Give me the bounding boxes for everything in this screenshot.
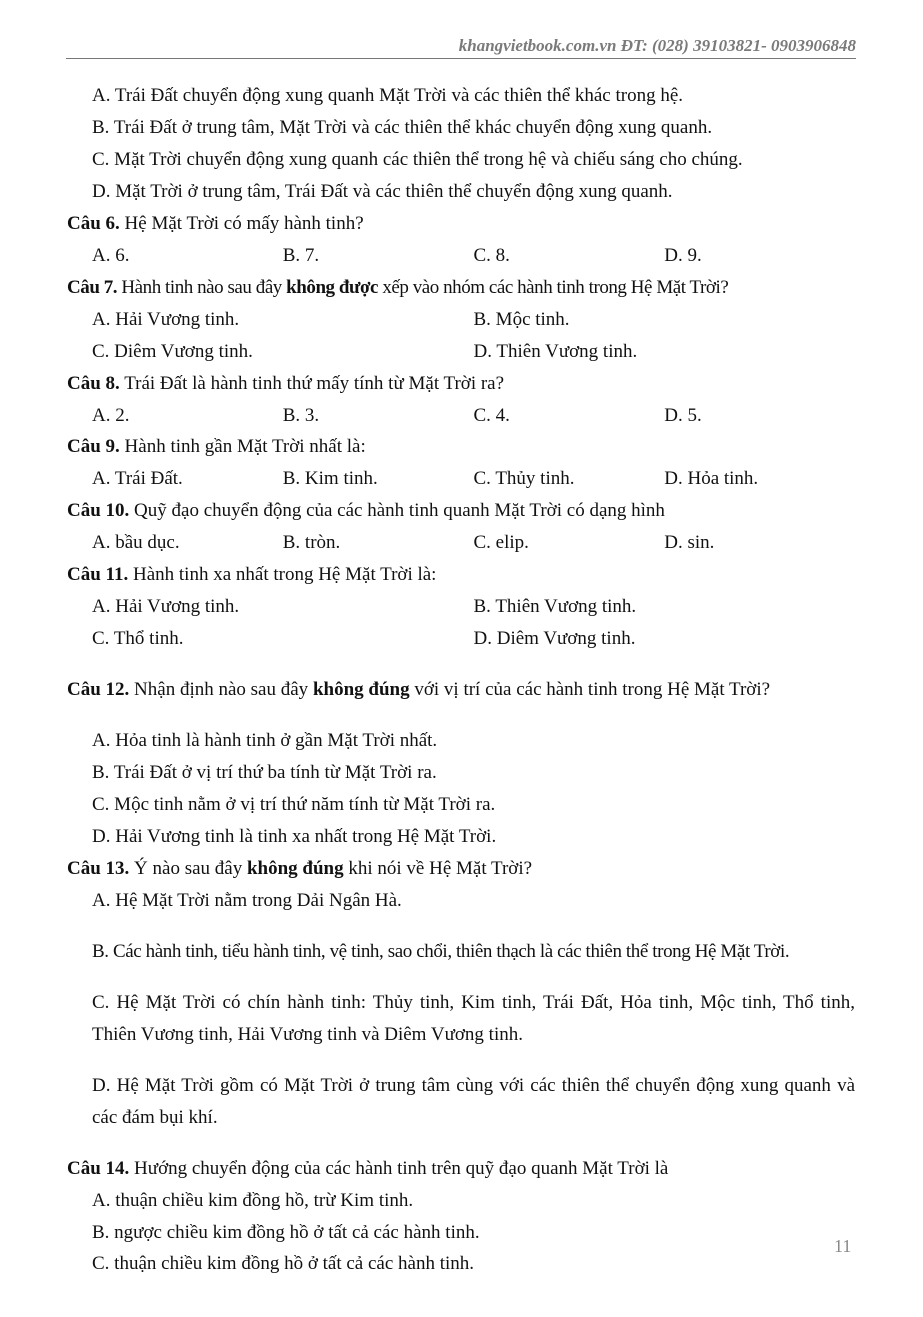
option: B. Trái Đất ở trung tâm, Mặt Trời và các thiên thể khác chuyển động xung quanh.	[92, 116, 713, 138]
options-row	[67, 463, 855, 495]
question-text: khi nói về Hệ Mặt Trời?	[343, 857, 533, 879]
question-label: Câu 8.	[67, 372, 120, 394]
page-number: 11	[834, 1236, 852, 1256]
question-8	[67, 368, 855, 400]
options-row	[67, 336, 855, 368]
question-label: Câu 10.	[67, 500, 130, 522]
question-label: Câu 12.	[67, 679, 130, 701]
option: C. Thổ tinh.	[92, 628, 184, 650]
option: A. Hệ Mặt Trời nằm trong Dải Ngân Hà.	[92, 889, 402, 911]
option: C. 8.	[473, 244, 510, 266]
question-text: Nhận định nào sau đây	[129, 679, 313, 701]
question-9	[67, 431, 855, 463]
option: D. Hỏa tinh.	[664, 468, 759, 490]
question-label: Câu 9.	[67, 436, 120, 458]
option: A. Hải Vương tinh.	[92, 596, 240, 618]
option: A. Trái Đất.	[92, 468, 183, 490]
question-7	[67, 272, 855, 304]
option: D. Hệ Mặt Trời gồm có Mặt Trời ở trung tâm cùng với các thiên thể chuyển động xung quanh và các đám bụi khí.	[92, 1074, 855, 1128]
question-text: Hành tinh xa nhất trong Hệ Mặt Trời là:	[128, 564, 437, 586]
question-text: Hành tinh nào sau đây	[117, 276, 287, 298]
question-emphasis: không đúng	[312, 679, 410, 701]
options-row	[67, 591, 855, 623]
options-row	[67, 304, 855, 336]
question-text: Quỹ đạo chuyển động của các hành tinh quanh Mặt Trời có dạng hình	[129, 500, 665, 522]
question-13	[67, 853, 855, 885]
question-text: Hướng chuyển động của các hành tinh trên quỹ đạo quanh Mặt Trời là	[129, 1157, 669, 1179]
option: B. Kim tinh.	[282, 468, 378, 490]
option: D. Mặt Trời ở trung tâm, Trái Đất và các thiên thể chuyển động xung quanh.	[92, 180, 673, 202]
question-label: Câu 11.	[67, 564, 129, 586]
question-emphasis: không được	[286, 276, 379, 298]
options-row	[67, 623, 855, 655]
question-text: xếp vào nhóm các hành tinh trong Hệ Mặt Trời?	[378, 276, 729, 298]
option: C. Diêm Vương tinh.	[92, 340, 253, 362]
page-header: khangvietbook.com.vn ĐT: (028) 39103821- 0903906848	[66, 36, 856, 59]
option: B. ngược chiều kim đồng hồ ở tất cả các hành tinh.	[92, 1221, 480, 1243]
question-10	[67, 495, 855, 527]
question-text: Hành tinh gần Mặt Trời nhất là:	[119, 436, 366, 458]
question-text: Hệ Mặt Trời có mấy hành tinh?	[119, 212, 364, 234]
question-content	[67, 80, 855, 1280]
option: C. thuận chiều kim đồng hồ ở tất cả các hành tinh.	[92, 1253, 475, 1275]
option: C. Mộc tinh nằm ở vị trí thứ năm tính từ Mặt Trời ra.	[92, 794, 496, 816]
option: C. Mặt Trời chuyển động xung quanh các thiên thể trong hệ và chiếu sáng cho chúng.	[92, 148, 743, 170]
question-label: Câu 13.	[67, 857, 130, 879]
option: C. Thủy tinh.	[473, 468, 575, 490]
option: D. Thiên Vương tinh.	[473, 340, 638, 362]
option: C. 4.	[473, 404, 510, 426]
option: A. Hải Vương tinh.	[92, 308, 240, 330]
question-label: Câu 14.	[67, 1157, 130, 1179]
option: A. Hỏa tinh là hành tinh ở gần Mặt Trời nhất.	[92, 730, 438, 752]
question-emphasis: không đúng	[246, 857, 344, 879]
option: B. Thiên Vương tinh.	[473, 596, 637, 618]
option: A. 6.	[92, 244, 130, 266]
question-14	[67, 1153, 855, 1185]
option: A. bầu dục.	[92, 532, 180, 554]
options-row	[67, 400, 855, 432]
question-6	[67, 208, 855, 240]
option: A. thuận chiều kim đồng hồ, trừ Kim tinh.	[92, 1189, 414, 1211]
option: B. Trái Đất ở vị trí thứ ba tính từ Mặt Trời ra.	[92, 762, 437, 784]
option: C. Hệ Mặt Trời có chín hành tinh: Thủy tinh, Kim tinh, Trái Đất, Hỏa tinh, Mộc tinh, Thổ tinh, Thiên Vương tinh, Hải Vương tinh và Diêm Vương tinh.	[92, 991, 855, 1045]
option: B. Mộc tinh.	[473, 308, 570, 330]
option: D. 5.	[664, 404, 702, 426]
option: C. elip.	[473, 532, 529, 554]
option: B. tròn.	[282, 532, 341, 554]
option: A. Trái Đất chuyển động xung quanh Mặt Trời và các thiên thể khác trong hệ.	[92, 85, 684, 106]
question-12	[67, 674, 855, 706]
question-text: Ý nào sau đây	[129, 857, 247, 879]
option: A. 2.	[92, 404, 130, 426]
question-text: với vị trí của các hành tinh trong Hệ Mặt Trời?	[409, 679, 771, 701]
option: D. 9.	[664, 244, 702, 266]
options-row	[67, 527, 855, 559]
option: D. sin.	[664, 532, 715, 554]
question-label: Câu 6.	[67, 212, 120, 234]
options-row	[67, 240, 855, 272]
question-11	[67, 559, 855, 591]
option: B. Các hành tinh, tiểu hành tinh, vệ tinh, sao chổi, thiên thạch là các thiên thể trong Hệ Mặt Trời.	[92, 940, 790, 962]
option: D. Diêm Vương tinh.	[473, 628, 636, 650]
question-label: Câu 7.	[67, 276, 118, 298]
question-text: Trái Đất là hành tinh thứ mấy tính từ Mặt Trời ra?	[119, 372, 505, 394]
option: B. 7.	[282, 244, 320, 266]
option: B. 3.	[282, 404, 320, 426]
option: D. Hải Vương tinh là tinh xa nhất trong Hệ Mặt Trời.	[92, 825, 497, 847]
